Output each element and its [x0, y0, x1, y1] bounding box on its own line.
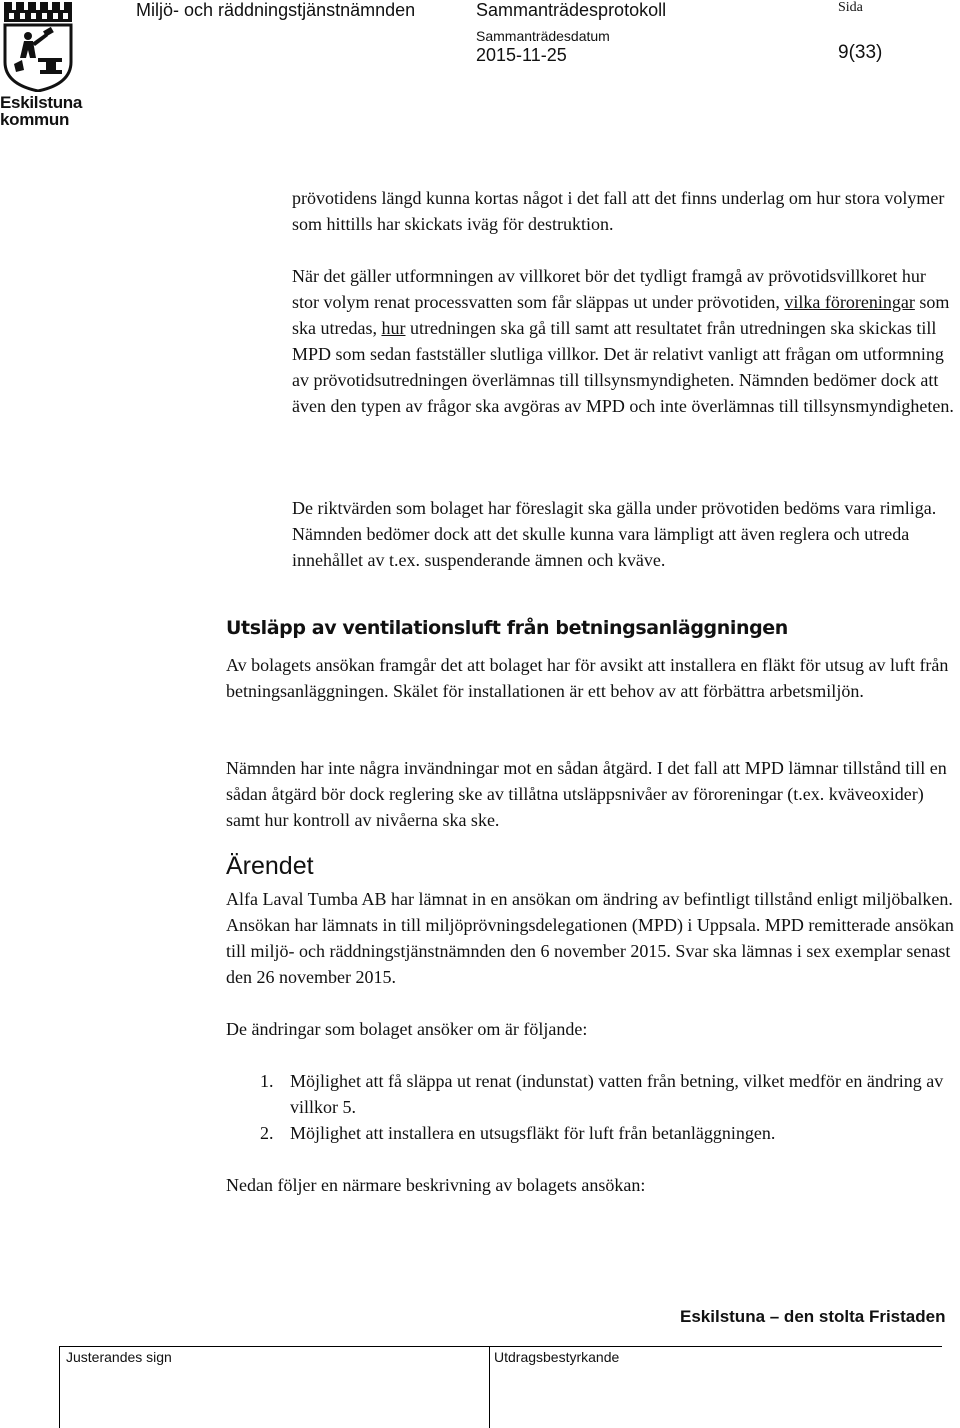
logo-name-line1: Eskilstuna [0, 93, 83, 112]
underlined-text: hur [381, 318, 406, 338]
footer-slogan: Eskilstuna – den stolta Fristaden [680, 1307, 946, 1326]
paragraph-guideline-values: De riktvärden som bolaget har föreslagit ska gälla under prövotiden bedöms vara rimliga. Nämnden bedömer dock att det skulle kunna vara lämpligt att även reglera och utreda innehållet av t.ex. suspenderande ämnen och kväve. [292, 498, 937, 570]
footer-divider-right [489, 1346, 942, 1347]
footer-divider-vertical [59, 1346, 60, 1428]
underlined-text: vilka föroreningar [784, 292, 915, 312]
signature-label: Justerandes sign [66, 1349, 172, 1365]
list-item [226, 1120, 956, 1146]
paragraph-no-objections: Nämnden har inte några invändningar mot en sådan åtgärd. I det fall att MPD lämnar tillstånd till en sådan åtgärd bör dock reglering ske av tillåtna utsläppsnivåer av föroreningar (t.ex. kväveoxider) samt hur kontroll av nivåerna ska ske. [226, 758, 947, 830]
list-item-number: 1. [260, 1071, 274, 1091]
paragraph-text: utredningen ska gå till samt att resultatet från utredningen ska skickas till MPD som sedan fastställer slutliga villkor. Det är relativt vanligt att frågan om utformning av prövotidsutredningen överlämnas till tillsynsmyndigheten. Nämnden bedömer dock att även den typen av frågor ska avgöras av MPD och inte överlämnas till tillsynsmyndigheten. [292, 318, 954, 416]
logo-name-line2: kommun [0, 110, 70, 129]
changes-list [226, 1068, 956, 1146]
page-number: 9(33) [838, 42, 883, 63]
list-item-text: Möjlighet att installera en utsugsfläkt för luft från betanläggningen. [290, 1123, 776, 1143]
meeting-date: 2015-11-25 [476, 45, 567, 65]
meeting-date-label: Sammanträdesdatum [476, 28, 610, 44]
list-item-number: 2. [260, 1123, 274, 1143]
coat-of-arms-icon [0, 0, 74, 92]
document-type: Sammanträdesprotokoll [476, 0, 667, 20]
section-heading-ventilation: Utsläpp av ventilationsluft från betningsanläggningen [226, 617, 788, 639]
paragraph-trial-period-length: prövotidens längd kunna kortas något i det fall att det finns underlag om hur stora volymer som hittills har skickats iväg för destruktion. [292, 188, 945, 234]
logo [0, 0, 83, 130]
footer-divider-left [59, 1346, 489, 1347]
logo-name [0, 93, 83, 129]
paragraph-changes-intro: De ändringar som bolaget ansöker om är följande: [226, 1019, 588, 1039]
extract-verification-label: Utdragsbestyrkande [494, 1349, 620, 1365]
paragraph-fan-installation: Av bolagets ansökan framgår det att bolaget har för avsikt att installera en fläkt för utsug av luft från betningsanläggningen. Skälet för installationen är ett behov av att förbättra arbetsmiljön. [226, 655, 949, 701]
committee-name: Miljö- och räddningstjänstnämnden [136, 0, 416, 20]
paragraph-application: Alfa Laval Tumba AB har lämnat in en ansökan om ändring av befintligt tillstånd enligt miljöbalken. Ansökan har lämnats in till miljöprövningsdelegationen (MPD) i Uppsala. MPD remitterade ansökan till miljö- och räddningstjänstnämnden den 6 november 2015. Svar ska lämnas i sex exemplar senast den 26 november 2015. [226, 889, 954, 987]
paragraph-description-intro: Nedan följer en närmare beskrivning av bolagets ansökan: [226, 1175, 646, 1195]
paragraph-text: När det gäller utformningen av villkoret bör det tydligt framgå av prövotidsvillkoret hur stor volym renat processvatten som får släppas ut under prövotiden, [292, 266, 926, 312]
list-item-text: Möjlighet att få släppa ut renat (indunstat) vatten från betning, vilket medför en ändring av villkor 5. [290, 1071, 944, 1117]
footer-divider-vertical [489, 1346, 490, 1428]
list-item [226, 1068, 956, 1120]
paragraph-text: som ska utredas, [292, 292, 950, 338]
section-heading-arendet: Ärendet [226, 852, 314, 880]
paragraph-condition-design [292, 263, 954, 419]
page-label: Sida [838, 0, 863, 15]
